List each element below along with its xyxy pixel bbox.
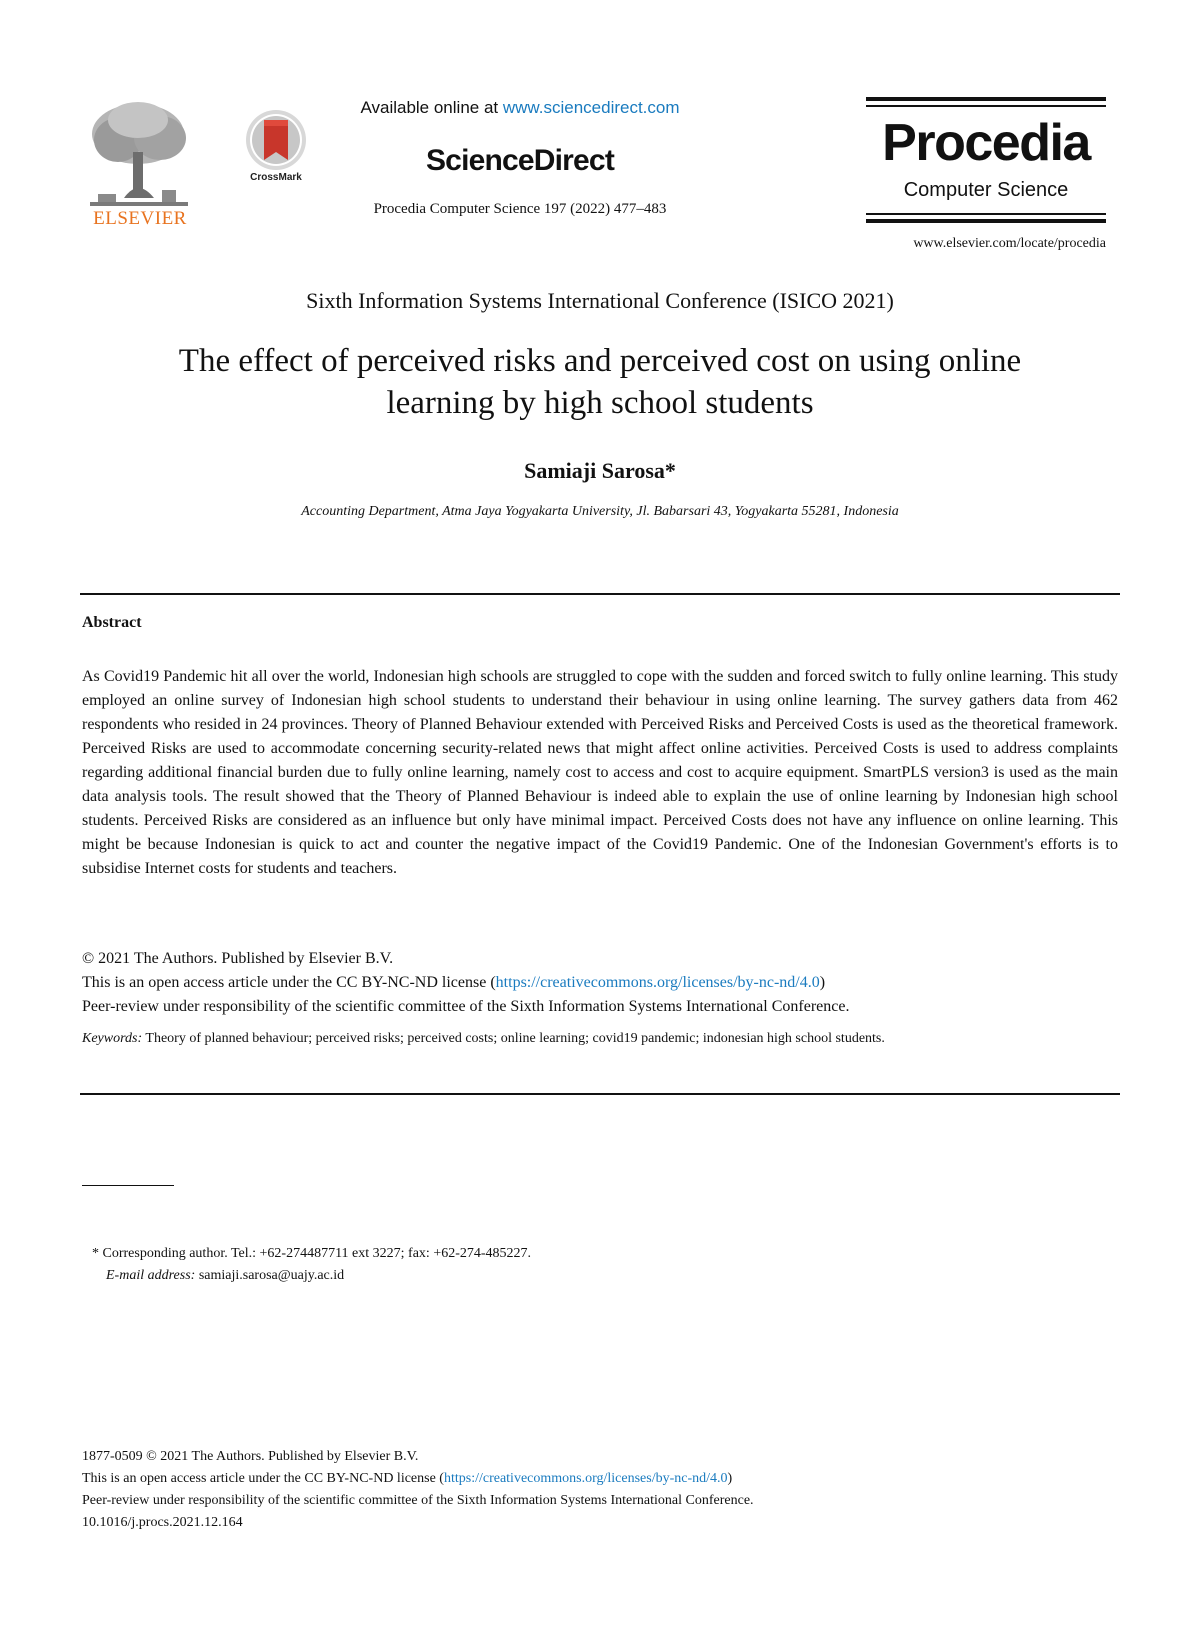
crossmark-label: CrossMark: [250, 172, 302, 183]
email-label: E-mail address:: [106, 1268, 196, 1283]
procedia-bottom-rule-thin: [866, 213, 1106, 215]
available-prefix: Available online at: [360, 98, 503, 117]
procedia-top-rule-thin: [866, 105, 1106, 107]
available-online-line: [300, 98, 740, 118]
doi-line[interactable]: 10.1016/j.procs.2021.12.164: [82, 1515, 243, 1530]
author-affiliation: Accounting Department, Atma Jaya Yogyakarta University, Jl. Babarsari 43, Yogyakarta 55281, Indonesia: [301, 504, 899, 519]
footnote-email-line: [92, 1265, 531, 1287]
publication-info: [82, 1446, 1122, 1534]
abstract-bottom-rule: [80, 1093, 1120, 1095]
author-name: Samiaji Sarosa*: [524, 458, 676, 483]
conference-name: Sixth Information Systems International Conference (ISICO 2021): [306, 288, 894, 313]
sciencedirect-wordmark: ScienceDirect: [425, 144, 615, 177]
procedia-bottom-rule: [866, 219, 1106, 223]
bottom-license-link[interactable]: https://creativecommons.org/licenses/by-nc-nd/4.0: [443, 1471, 728, 1486]
keywords-line: [82, 1031, 1118, 1047]
license-prefix: This is an open access article under the CC BY-NC-ND license (: [82, 974, 496, 991]
bottom-license-line: [82, 1468, 1122, 1490]
procedia-top-rule: [866, 97, 1106, 101]
procedia-title: Procedia: [882, 114, 1090, 172]
email-address[interactable]: samiaji.sarosa@uajy.ac.id: [195, 1268, 345, 1283]
elsevier-wordmark: ELSEVIER: [93, 208, 187, 229]
procedia-logo: [866, 97, 1106, 227]
paper-title-line-2: learning by high school students: [386, 385, 814, 421]
peer-review-line: Peer-review under responsibility of the scientific committee of the Sixth Information Systems International Conference.: [82, 998, 850, 1015]
bottom-peer-review-line: Peer-review under responsibility of the scientific committee of the Sixth Information Systems International Conference.: [82, 1493, 754, 1508]
keywords-label: Keywords:: [82, 1031, 143, 1046]
paper-title: [80, 340, 1120, 424]
copyright-line: © 2021 The Authors. Published by Elsevier B.V.: [82, 950, 394, 967]
license-suffix: ): [819, 974, 826, 991]
journal-reference: Procedia Computer Science 197 (2022) 477–483: [373, 201, 667, 217]
license-link[interactable]: https://creativecommons.org/licenses/by-nc-nd/4.0: [495, 974, 820, 991]
abstract-body: As Covid19 Pandemic hit all over the world, Indonesian high schools are struggled to cope with the sudden and forced switch to fully online learning. This study employed an online survey of Indonesian high school students to understand their behaviour in using online learning. The survey gathers data from 462 respondents who resided in 24 provinces. Theory of Planned Behaviour extended with Perceived Risks and Perceived Costs is used as the theoretical framework. Perceived Risks are used to accommodate concerning security-related news that might affect online activities. Perceived Costs is used to address complaints regarding additional financial burden due to fully online learning, namely cost to access and cost to acquire equipment. SmartPLS version3 is used as the main data analysis tools. The result showed that the Theory of Planned Behaviour is indeed able to explain the use of online learning by Indonesian high school students. Perceived Risks are considered as an influence but only have minimal impact. Perceived Costs does not have any influence on online learning. This might be because Indonesian is quick to act and counter the negative impact of the Covid19 Pandemic. One of the Indonesian Government's efforts is to subsidise Internet costs for students and teachers.: [82, 668, 1118, 877]
journal-url[interactable]: www.elsevier.com/locate/procedia: [913, 236, 1106, 251]
abstract-heading: Abstract: [82, 614, 142, 631]
paper-title-line-1: The effect of perceived risks and perceived cost on using online: [178, 343, 1022, 379]
sciencedirect-link[interactable]: www.sciencedirect.com: [502, 98, 680, 117]
copyright-block: [82, 947, 1118, 1019]
keywords-text: Theory of planned behaviour; perceived risks; perceived costs; online learning; covid19 pandemic; indonesian high school students.: [142, 1031, 885, 1046]
corresponding-author-footnote: [92, 1243, 531, 1287]
bottom-license-suffix: ): [727, 1471, 733, 1486]
bottom-license-prefix: This is an open access article under the CC BY-NC-ND license (: [82, 1471, 444, 1486]
abstract-top-rule: [80, 593, 1120, 595]
footnote-contact: * Corresponding author. Tel.: +62-274487711 ext 3227; fax: +62-274-485227.: [92, 1246, 532, 1261]
license-line: [82, 971, 1118, 995]
procedia-subtitle: Computer Science: [903, 179, 1069, 201]
issn-line: 1877-0509 © 2021 The Authors. Published by Elsevier B.V.: [82, 1449, 419, 1464]
footnote-rule: [82, 1185, 174, 1186]
